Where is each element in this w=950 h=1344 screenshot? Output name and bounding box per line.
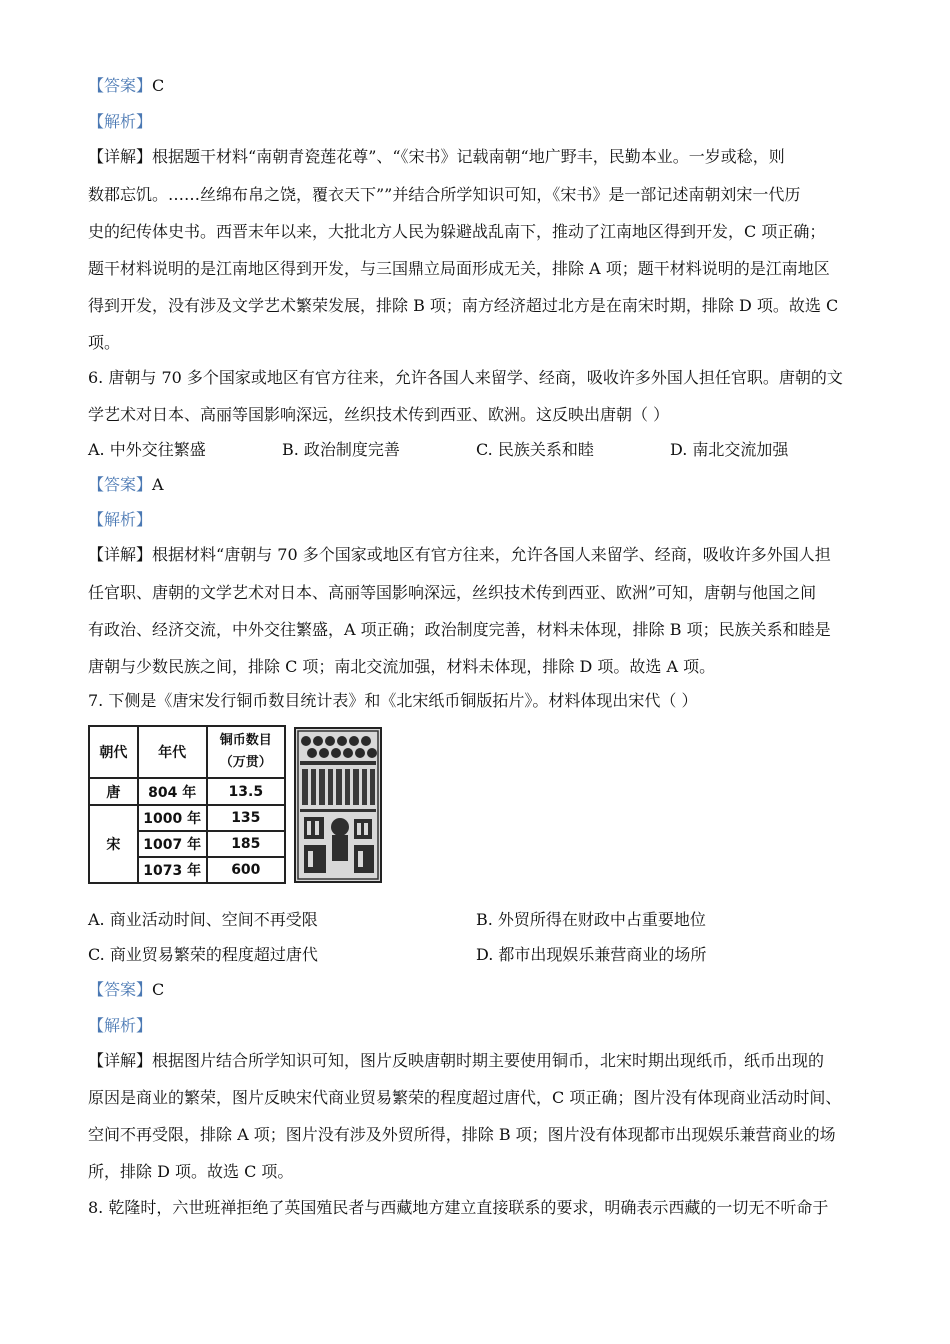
q6-stem: 6. 唐朝与 70 多个国家或地区有官方往来，允许各国人来留学、经商，吸收许多外国人担任官职。唐朝的文 <box>88 368 843 387</box>
table-cell-year: 1000 年 <box>138 805 207 831</box>
q7-detail-line: 原因是商业的繁荣，图片反映宋代商业贸易繁荣的程度超过唐代，C 项正确；图片没有体现商业活动时间、 <box>88 1088 842 1107</box>
q7-option-d: D. 都市出现娱乐兼营商业的场所 <box>476 945 707 964</box>
q6-detail-line: 【详解】根据材料“唐朝与 70 多个国家或地区有官方往来，允许各国人来留学、经商，吸收许多外国人担 <box>88 545 831 564</box>
q7-stem: 7. 下侧是《唐宋发行铜币数目统计表》和《北宋纸币铜版拓片》。材料体现出宋代（ ） <box>88 691 698 710</box>
q7-detail-line: 空间不再受限，排除 A 项；图片没有涉及外贸所得，排除 B 项；图片没有体现都市出现娱乐兼营商业的场 <box>88 1125 836 1144</box>
q6-option-c: C. 民族关系和睦 <box>476 440 594 459</box>
q6-answer: 【答案】A <box>88 475 164 494</box>
table-row <box>89 805 285 831</box>
table-cell-year: 1073 年 <box>138 857 207 883</box>
table-header-year: 年代 <box>138 726 207 778</box>
q5-detail-line: 得到开发，没有涉及文学艺术繁荣发展，排除 B 项；南方经济超过北方是在南宋时期，排除 D 项。故选 C <box>88 296 839 315</box>
q7-analysis-heading: 【解析】 <box>88 1016 153 1035</box>
coin-table <box>88 725 286 884</box>
q6-option-d: D. 南北交流加强 <box>670 440 789 459</box>
q6-option-a: A. 中外交往繁盛 <box>88 440 206 459</box>
table-cell-dynasty: 唐 <box>89 778 138 805</box>
q7-option-a: A. 商业活动时间、空间不再受限 <box>88 910 318 929</box>
table-cell-value: 13.5 <box>207 778 285 805</box>
paper-money-rubbing-image <box>294 727 382 883</box>
q7-detail-line: 所，排除 D 项。故选 C 项。 <box>88 1162 294 1181</box>
q5-detail-line: 数郡忘饥。……丝绵布帛之饶，覆衣天下””并结合所学知识可知，《宋书》是一部记述南朝刘宋一代历 <box>88 185 801 204</box>
q5-detail-line: 题干材料说明的是江南地区得到开发，与三国鼎立局面形成无关，排除 A 项；题干材料说明的是江南地区 <box>88 259 830 278</box>
q7-answer: 【答案】C <box>88 980 165 999</box>
q5-analysis-heading: 【解析】 <box>88 112 153 131</box>
q6-detail-line: 有政治、经济交流，中外交往繁盛，A 项正确；政治制度完善，材料未体现，排除 B 项；民族关系和睦是 <box>88 620 831 639</box>
q7-figure <box>88 725 382 885</box>
q6-option-b: B. 政治制度完善 <box>282 440 400 459</box>
table-row <box>89 778 285 805</box>
table-header-dynasty: 朝代 <box>89 726 138 778</box>
q6-detail-line: 任官职、唐朝的文学艺术对日本、高丽等国影响深远，丝织技术传到西亚、欧洲”可知，唐朝与他国之间 <box>88 583 817 602</box>
table-cell-value: 185 <box>207 831 285 857</box>
q6-detail-line: 唐朝与少数民族之间，排除 C 项；南北交流加强，材料未体现，排除 D 项。故选 A 项。 <box>88 657 716 676</box>
table-cell-year: 804 年 <box>138 778 207 805</box>
table-cell-dynasty: 宋 <box>89 805 138 883</box>
table-header-count: 铜币数目 （万贯） <box>207 726 285 778</box>
table-cell-year: 1007 年 <box>138 831 207 857</box>
q5-answer: 【答案】C <box>88 76 165 95</box>
q7-option-b: B. 外贸所得在财政中占重要地位 <box>476 910 706 929</box>
q5-detail-line: 项。 <box>88 333 121 352</box>
q5-detail-line: 【详解】根据题干材料“南朝青瓷莲花尊”、“《宋书》记载南朝“地广野丰，民勤本业。一岁或稔，则 <box>88 147 785 166</box>
q8-stem: 8. 乾隆时，六世班禅拒绝了英国殖民者与西藏地方建立直接联系的要求，明确表示西藏的一切无不听命于 <box>88 1198 829 1217</box>
q5-detail-line: 史的纪传体史书。西晋末年以来，大批北方人民为躲避战乱南下，推动了江南地区得到开发，C 项正确； <box>88 222 826 241</box>
q6-stem: 学艺术对日本、高丽等国影响深远，丝织技术传到西亚、欧洲。这反映出唐朝（ ） <box>88 405 670 424</box>
table-cell-value: 600 <box>207 857 285 883</box>
table-cell-value: 135 <box>207 805 285 831</box>
q7-option-c: C. 商业贸易繁荣的程度超过唐代 <box>88 945 318 964</box>
q6-analysis-heading: 【解析】 <box>88 510 153 529</box>
q7-detail-line: 【详解】根据图片结合所学知识可知，图片反映唐朝时期主要使用铜币，北宋时期出现纸币，纸币出现的 <box>88 1051 825 1070</box>
